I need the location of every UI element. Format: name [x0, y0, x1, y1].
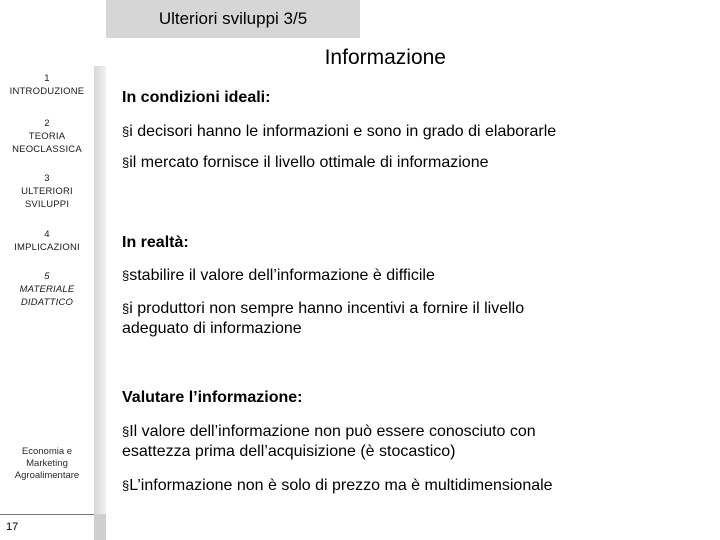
sidebar-item-ulteriori-sviluppi[interactable]	[0, 172, 94, 211]
header-title: Ulteriori sviluppi 3/5	[158, 9, 308, 28]
bullet-text: L’informazione non è solo di prezzo ma è multidimensionale	[129, 477, 553, 494]
sidebar-bottom-divider	[94, 514, 106, 540]
bullet-marker: §	[122, 478, 130, 493]
sidebar-credit: Economia e Marketing Agroalimentare	[14, 446, 80, 481]
bullet-text: il mercato fornisce il livello ottimale di informazione	[129, 154, 489, 171]
bullet-item	[122, 299, 592, 339]
bullet-marker: §	[122, 424, 130, 439]
sidebar-item-number: 5	[44, 271, 50, 282]
bullet-marker: §	[122, 124, 130, 139]
bullet-text: i decisori hanno le informazioni e sono in grado di elaborarle	[129, 123, 557, 140]
sidebar-item-label: IMPLICAZIONI	[14, 242, 80, 253]
sidebar-item-label: MATERIALE DIDATTICO	[19, 284, 75, 308]
bullet-item	[122, 476, 702, 496]
section-heading-in-realta: In realtà:	[122, 234, 189, 251]
bullet-marker: §	[122, 155, 130, 170]
sidebar-item-label: INTRODUZIONE	[9, 86, 85, 97]
sidebar-item-implicazioni[interactable]	[0, 228, 94, 254]
bullet-marker: §	[122, 268, 130, 283]
bullet-marker: §	[122, 301, 130, 316]
sidebar-item-introduzione[interactable]	[0, 72, 94, 98]
sidebar	[0, 0, 94, 540]
sidebar-item-materiale-didattico[interactable]	[0, 270, 94, 309]
header-bar	[106, 0, 360, 38]
sidebar-item-number: 2	[44, 118, 50, 129]
bullet-item	[122, 422, 602, 462]
sidebar-divider	[94, 66, 106, 540]
sidebar-item-number: 4	[44, 229, 50, 240]
bullet-item	[122, 266, 702, 286]
bullet-text: i produttori non sempre hanno incentivi a fornire il livello adeguato di informazione	[122, 300, 525, 337]
page-number: 17	[0, 514, 94, 540]
bullet-item	[122, 153, 702, 173]
sidebar-item-label: TEORIA NEOCLASSICA	[12, 131, 82, 155]
sidebar-item-number: 1	[44, 73, 50, 84]
slide-title: Informazione	[324, 46, 446, 69]
bullet-text: stabilire il valore dell’informazione è difficile	[129, 267, 435, 284]
sidebar-item-label: ULTERIORI SVILUPPI	[21, 186, 73, 210]
bullet-text: Il valore dell’informazione non può essere conosciuto con esattezza prima dell’acquisizione (è stocastico)	[122, 423, 536, 460]
section-heading-condizioni-ideali: In condizioni ideali:	[122, 89, 271, 106]
section-heading-valutare-informazione: Valutare l’informazione:	[122, 389, 303, 406]
sidebar-item-number: 3	[44, 173, 50, 184]
bullet-item	[122, 122, 702, 142]
sidebar-item-teoria-neoclassica[interactable]	[0, 117, 94, 156]
